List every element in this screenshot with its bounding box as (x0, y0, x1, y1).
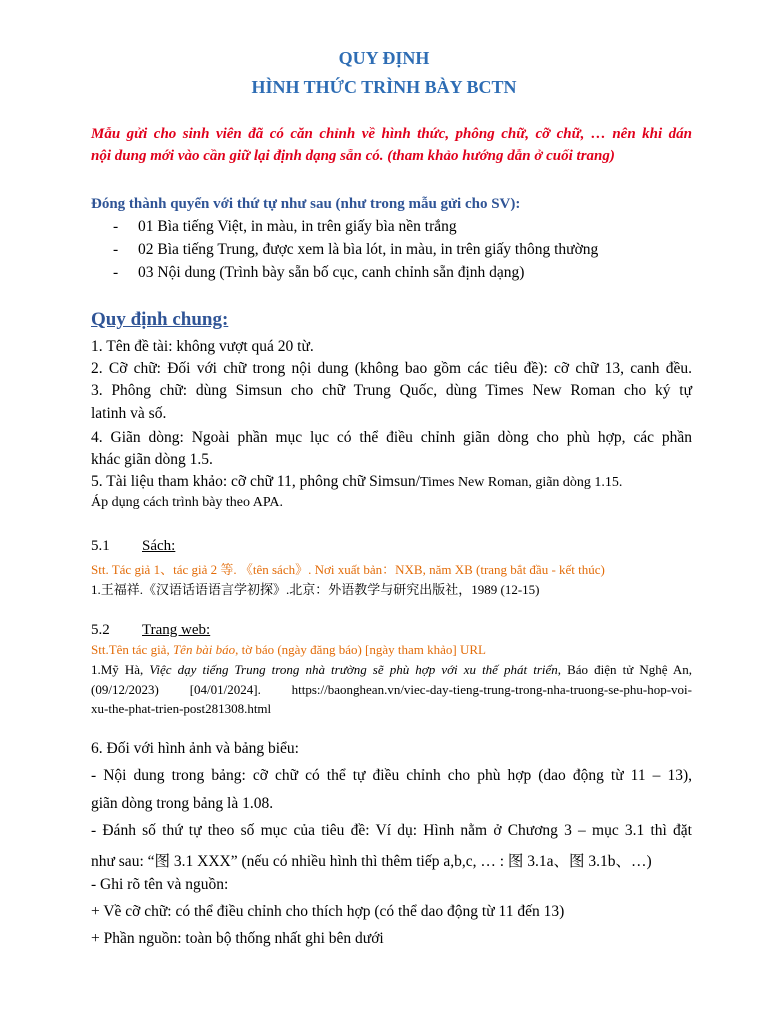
books-label: Sách: (142, 538, 176, 554)
list-dash: - (113, 241, 119, 258)
rule-5-font-text: Times New Roman, giãn dòng 1.15. (419, 475, 623, 490)
web-number: 5.2 (91, 622, 110, 638)
rule-4-line-1: 4. Giãn dòng: Ngoài phần mục lục có thể điều chỉnh giãn dòng cho phù hợp, các phần (91, 429, 692, 446)
web-format-part: , tờ báo (ngày đăng báo) [ngày tham khảo] URL (235, 642, 486, 657)
binding-item-label: 01 Bìa tiếng Việt, in màu, in trên giấy bìa nền trắng (138, 218, 457, 235)
rule-3-line-2: latinh và số. (91, 405, 167, 422)
general-heading: Quy định chung: (91, 309, 229, 330)
books-example: 1.王福祥.《汉语话语语言学初探》.北京：外语教学与研究出版社，1989 (12-15) (91, 582, 540, 597)
rule-5-text: 5. Tài liệu tham khảo: cỡ chữ 11, phông chữ Simsun/ (91, 473, 420, 490)
images-line-5: + Phần nguồn: toàn bộ thống nhất ghi bên dưới (91, 930, 384, 947)
binding-item-label: 03 Nội dung (Trình bày sẵn bố cục, canh chỉnh sẵn định dạng) (138, 264, 525, 281)
rule-3-line-1: 3. Phông chữ: dùng Simsun cho chữ Trung Quốc, dùng Times New Roman cho ký tự (91, 382, 692, 399)
binding-heading: Đóng thành quyển với thứ tự như sau (như trong mẫu gửi cho SV): (91, 196, 521, 212)
books-number: 5.1 (91, 538, 110, 554)
rule-1: 1. Tên đề tài: không vượt quá 20 từ. (91, 338, 314, 355)
list-dash: - (113, 218, 119, 235)
binding-item (113, 264, 524, 282)
images-heading: 6. Đối với hình ảnh và bảng biểu: (91, 740, 299, 757)
images-line-4: + Về cỡ chữ: có thể điều chỉnh cho thích hợp (có thể dao động từ 11 đến 13) (91, 903, 565, 920)
binding-item-label: 02 Bìa tiếng Trung, được xem là bìa lót, in màu, in trên giấy thông thường (138, 241, 599, 258)
rule-5-line-1 (91, 473, 622, 491)
note-line-1: Mẫu gửi cho sinh viên đã có căn chỉnh về hình thức, phông chữ, cỡ chữ, … nên khi dán (91, 126, 692, 142)
rule-4-line-2: khác giãn dòng 1.5. (91, 451, 213, 468)
books-format: Stt. Tác giả 1、tác giả 2 等. 《tên sách》. Nơi xuất bản：NXB, năm XB (trang bắt đầu - kết thúc) (91, 562, 605, 577)
note-line-2: nội dung mới vào cần giữ lại định dạng sẵn có. (tham khảo hướng dẫn ở cuối trang) (91, 148, 615, 164)
title-line-2: HÌNH THỨC TRÌNH BÀY BCTN (251, 77, 517, 97)
title-line-1: QUY ĐỊNH (338, 48, 430, 68)
web-example-source: , Báo điện tử Nghệ An, (557, 662, 692, 677)
web-format-part: Stt.Tên tác giả, (91, 642, 173, 657)
web-example-title: Việc dạy tiếng Trung trong nhà trường sẽ phù hợp với xu thế phát triển (149, 662, 558, 677)
binding-item (113, 241, 598, 259)
images-line-2b: như sau: “图 3.1 XXX” (nếu có nhiều hình thì thêm tiếp a,b,c, … : 图 3.1a、图 3.1b、…) (91, 853, 652, 870)
web-subheading (91, 622, 210, 639)
list-dash: - (113, 264, 119, 281)
web-format-italic: Tên bài báo (172, 642, 236, 657)
books-subheading (91, 538, 175, 555)
web-example-line-1 (91, 662, 692, 678)
images-line-1a: - Nội dung trong bảng: cỡ chữ có thể tự điều chỉnh cho phù hợp (dao động từ 11 – 13), (91, 767, 692, 784)
web-format (91, 642, 486, 658)
images-line-3: - Ghi rõ tên và nguồn: (91, 876, 229, 893)
rule-5-line-2: Áp dụng cách trình bày theo APA. (91, 495, 283, 510)
web-label: Trang web: (142, 622, 211, 638)
web-example-author: 1.Mỹ Hà, (91, 662, 150, 677)
rule-2: 2. Cỡ chữ: Đối với chữ trong nội dung (không bao gồm các tiêu đề): cỡ chữ 13, canh đều. (91, 360, 692, 377)
web-example-line-3: xu-the-phat-trien-post281308.html (91, 701, 272, 716)
images-line-2a: - Đánh số thứ tự theo số mục của tiêu đề: Ví dụ: Hình nằm ở Chương 3 – mục 3.1 thì đặt (91, 822, 692, 839)
images-line-1b: giãn dòng trong bảng là 1.08. (91, 795, 274, 812)
binding-item (113, 218, 457, 236)
web-example-line-2: (09/12/2023) [04/01/2024]. https://baonghean.vn/viec-day-tieng-trung-trong-nha-truong-se-phu-hop-voi- (91, 682, 692, 697)
